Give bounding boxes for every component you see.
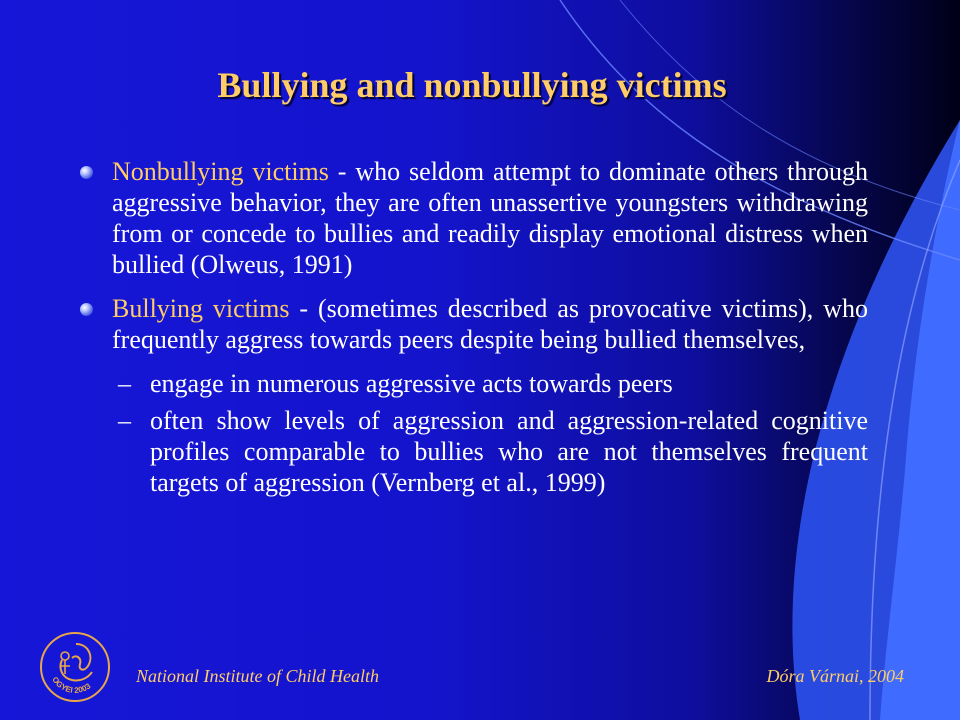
bullet-text: - who seldom attempt to dominate others through aggressive behavior, they are often unassertive youngsters withdrawing from or concede to bullies and readily display emotional distress when bullied (Olweus, 1991)	[112, 157, 868, 279]
footer-institute: National Institute of Child Health	[136, 666, 379, 686]
bullet-dot-icon	[80, 166, 93, 179]
slide-content	[78, 156, 868, 504]
dash-icon: –	[118, 406, 131, 435]
sub-bullet-aggressive-acts	[78, 368, 868, 399]
logo-text: OGYEI 2003	[50, 675, 93, 695]
sub-bullet-aggression-levels	[78, 405, 868, 498]
sub-bullet-text: often show levels of aggression and aggression-related cognitive profiles comparable to bullies who are not themselves frequent targets of aggression (Vernberg et al., 1999)	[150, 406, 868, 497]
bullet-highlight: Nonbullying victims	[112, 157, 329, 186]
bullet-dot-icon	[80, 303, 93, 316]
slide-title: Bullying and nonbullying victims	[217, 65, 727, 105]
dash-icon: –	[118, 369, 131, 398]
institute-logo-icon	[38, 630, 112, 704]
bullet-highlight: Bullying victims	[112, 294, 290, 323]
bullet-bullying-victims	[78, 293, 868, 355]
bullet-text: - (sometimes described as provocative victims), who frequently aggress towards peers despite being bullied themselves,	[112, 294, 868, 354]
bullet-nonbullying-victims	[78, 156, 868, 280]
sub-bullet-text: engage in numerous aggressive acts towards peers	[150, 369, 673, 398]
footer-author: Dóra Várnai, 2004	[766, 666, 904, 686]
